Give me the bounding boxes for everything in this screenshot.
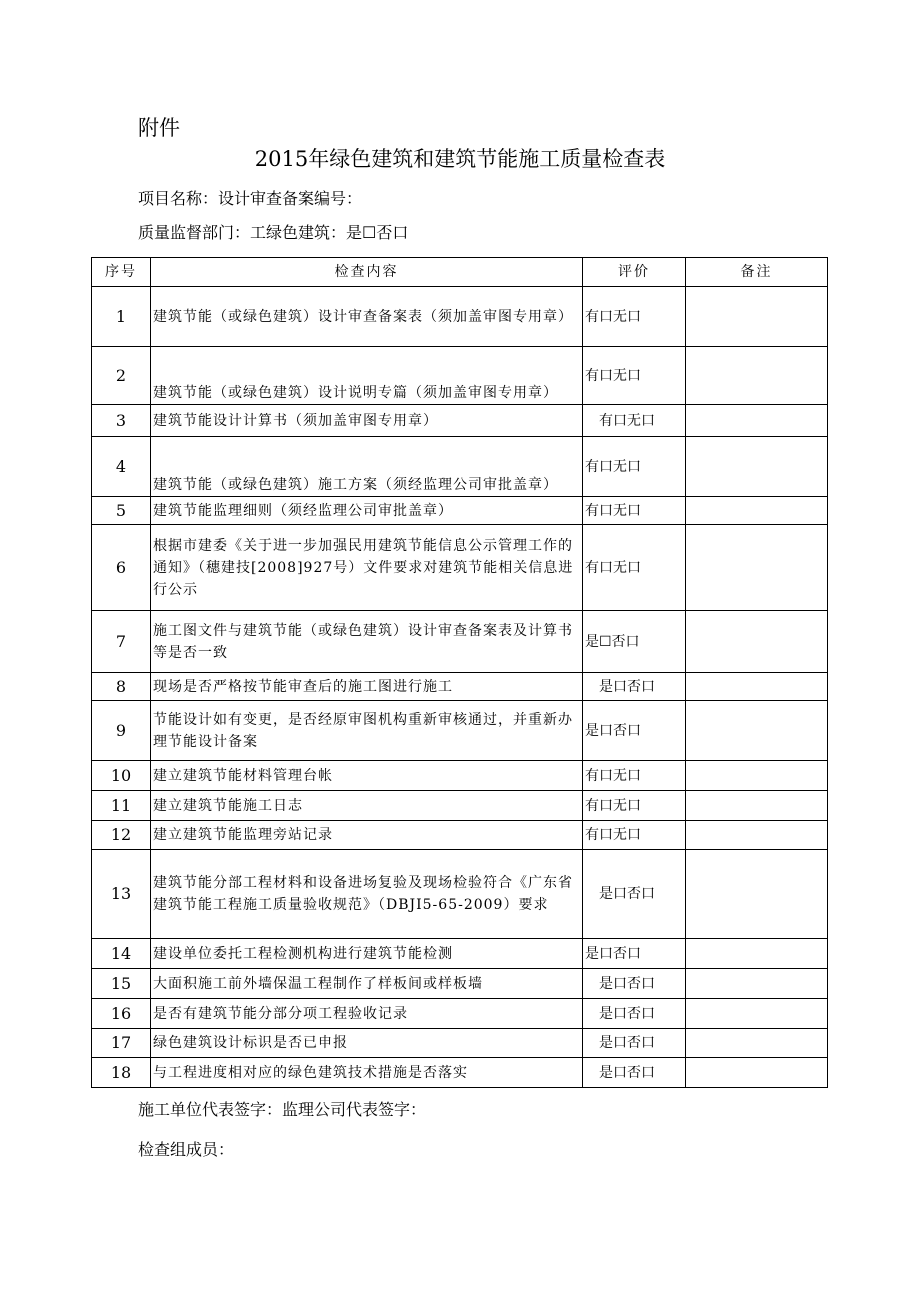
- check-item: 与工程进度相对应的绿色建筑技术措施是否落实: [151, 1058, 583, 1088]
- remarks-cell[interactable]: [686, 999, 828, 1029]
- table-row: [92, 701, 828, 761]
- evaluation-choice[interactable]: 是口否口: [583, 999, 686, 1029]
- evaluation-choice[interactable]: 是口否口: [583, 673, 686, 701]
- remarks-cell[interactable]: [686, 673, 828, 701]
- check-item: 施工图文件与建筑节能（或绿色建筑）设计审查备案表及计算书等是否一致: [151, 611, 583, 673]
- row-number: 18: [92, 1058, 151, 1088]
- row-number: 14: [92, 939, 151, 969]
- row-number: 7: [92, 611, 151, 673]
- evaluation-choice[interactable]: 是口否口: [583, 969, 686, 999]
- evaluation-choice[interactable]: 有口无口: [583, 525, 686, 611]
- check-item: 建筑节能设计计算书（须加盖审图专用章）: [151, 405, 583, 437]
- evaluation-choice[interactable]: 有口无口: [583, 821, 686, 850]
- evaluation-choice[interactable]: 有口无口: [583, 287, 686, 347]
- signature-line: 施工单位代表签字：监理公司代表签字：: [138, 1100, 427, 1119]
- check-item: 现场是否严格按节能审查后的施工图进行施工: [151, 673, 583, 701]
- table-header-row: [92, 258, 828, 287]
- table-row: [92, 497, 828, 525]
- check-item: 建立建筑节能监理旁站记录: [151, 821, 583, 850]
- row-number: 3: [92, 405, 151, 437]
- table-row: [92, 1029, 828, 1058]
- table-row: [92, 525, 828, 611]
- check-item: 建立建筑节能施工日志: [151, 791, 583, 821]
- remarks-cell[interactable]: [686, 1029, 828, 1058]
- remarks-cell[interactable]: [686, 437, 828, 497]
- evaluation-choice[interactable]: 是☐否口: [583, 611, 686, 673]
- row-number: 2: [92, 347, 151, 405]
- inspection-table: [91, 257, 828, 1088]
- evaluation-choice[interactable]: 是口否口: [583, 1058, 686, 1088]
- check-item: 是否有建筑节能分部分项工程验收记录: [151, 999, 583, 1029]
- project-info-line: 项目名称：设计审查备案编号：: [138, 189, 363, 208]
- attachment-label: 附件: [138, 116, 180, 140]
- remarks-cell[interactable]: [686, 821, 828, 850]
- remarks-cell[interactable]: [686, 761, 828, 791]
- row-number: 11: [92, 791, 151, 821]
- check-item: 节能设计如有变更，是否经原审图机构重新审核通过，并重新办理节能设计备案: [151, 701, 583, 761]
- check-item: 建立建筑节能材料管理台帐: [151, 761, 583, 791]
- evaluation-choice[interactable]: 是口否口: [583, 850, 686, 939]
- remarks-cell[interactable]: [686, 969, 828, 999]
- remarks-cell[interactable]: [686, 497, 828, 525]
- table-row: [92, 405, 828, 437]
- check-item: 绿色建筑设计标识是否已申报: [151, 1029, 583, 1058]
- row-number: 12: [92, 821, 151, 850]
- supervision-dept-line: 质量监督部门：工绿色建筑：是☐否口: [138, 223, 409, 242]
- row-number: 5: [92, 497, 151, 525]
- table-row: [92, 347, 828, 405]
- remarks-cell[interactable]: [686, 791, 828, 821]
- check-item: 建筑节能（或绿色建筑）设计说明专篇（须加盖审图专用章）: [151, 347, 583, 405]
- table-row: [92, 673, 828, 701]
- row-number: 13: [92, 850, 151, 939]
- column-header-content: 检查内容: [151, 258, 583, 287]
- column-header-evaluation: 评价: [583, 258, 686, 287]
- table-row: [92, 437, 828, 497]
- table-row: [92, 1058, 828, 1088]
- row-number: 1: [92, 287, 151, 347]
- remarks-cell[interactable]: [686, 405, 828, 437]
- table-row: [92, 969, 828, 999]
- row-number: 6: [92, 525, 151, 611]
- remarks-cell[interactable]: [686, 287, 828, 347]
- remarks-cell[interactable]: [686, 939, 828, 969]
- check-item: 建筑节能监理细则（须经监理公司审批盖章）: [151, 497, 583, 525]
- row-number: 8: [92, 673, 151, 701]
- evaluation-choice[interactable]: 是口否口: [583, 939, 686, 969]
- table-row: [92, 287, 828, 347]
- evaluation-choice[interactable]: 有口无口: [583, 497, 686, 525]
- table-row: [92, 611, 828, 673]
- remarks-cell[interactable]: [686, 347, 828, 405]
- column-header-remarks: 备注: [686, 258, 828, 287]
- table-row: [92, 761, 828, 791]
- check-item: 建筑节能（或绿色建筑）施工方案（须经监理公司审批盖章）: [151, 437, 583, 497]
- table-row: [92, 939, 828, 969]
- row-number: 10: [92, 761, 151, 791]
- table-row: [92, 791, 828, 821]
- evaluation-choice[interactable]: 有口无口: [583, 791, 686, 821]
- remarks-cell[interactable]: [686, 850, 828, 939]
- evaluation-choice[interactable]: 是口否口: [583, 1029, 686, 1058]
- remarks-cell[interactable]: [686, 1058, 828, 1088]
- check-item: 根据市建委《关于进一步加强民用建筑节能信息公示管理工作的通知》（穗建技[2008]927号）文件要求对建筑节能相关信息进行公示: [151, 525, 583, 611]
- check-item: 建筑节能分部工程材料和设备进场复验及现场检验符合《广东省建筑节能工程施工质量验收规范》（DBJI5-65-2009）要求: [151, 850, 583, 939]
- row-number: 17: [92, 1029, 151, 1058]
- row-number: 15: [92, 969, 151, 999]
- evaluation-choice[interactable]: 有口无口: [583, 405, 686, 437]
- remarks-cell[interactable]: [686, 611, 828, 673]
- inspection-members-line: 检查组成员：: [138, 1140, 235, 1159]
- evaluation-choice[interactable]: 是口否口: [583, 701, 686, 761]
- remarks-cell[interactable]: [686, 525, 828, 611]
- page-title: 2015年绿色建筑和建筑节能施工质量检查表: [254, 147, 666, 171]
- table-row: [92, 821, 828, 850]
- check-item: 建设单位委托工程检测机构进行建筑节能检测: [151, 939, 583, 969]
- evaluation-choice[interactable]: 有口无口: [583, 761, 686, 791]
- column-header-no: 序号: [92, 258, 151, 287]
- row-number: 9: [92, 701, 151, 761]
- evaluation-choice[interactable]: 有口无口: [583, 347, 686, 405]
- check-item: 建筑节能（或绿色建筑）设计审查备案表（须加盖审图专用章）: [151, 287, 583, 347]
- table-row: [92, 999, 828, 1029]
- remarks-cell[interactable]: [686, 701, 828, 761]
- row-number: 4: [92, 437, 151, 497]
- table-row: [92, 850, 828, 939]
- evaluation-choice[interactable]: 有口无口: [583, 437, 686, 497]
- check-item: 大面积施工前外墙保温工程制作了样板间或样板墙: [151, 969, 583, 999]
- row-number: 16: [92, 999, 151, 1029]
